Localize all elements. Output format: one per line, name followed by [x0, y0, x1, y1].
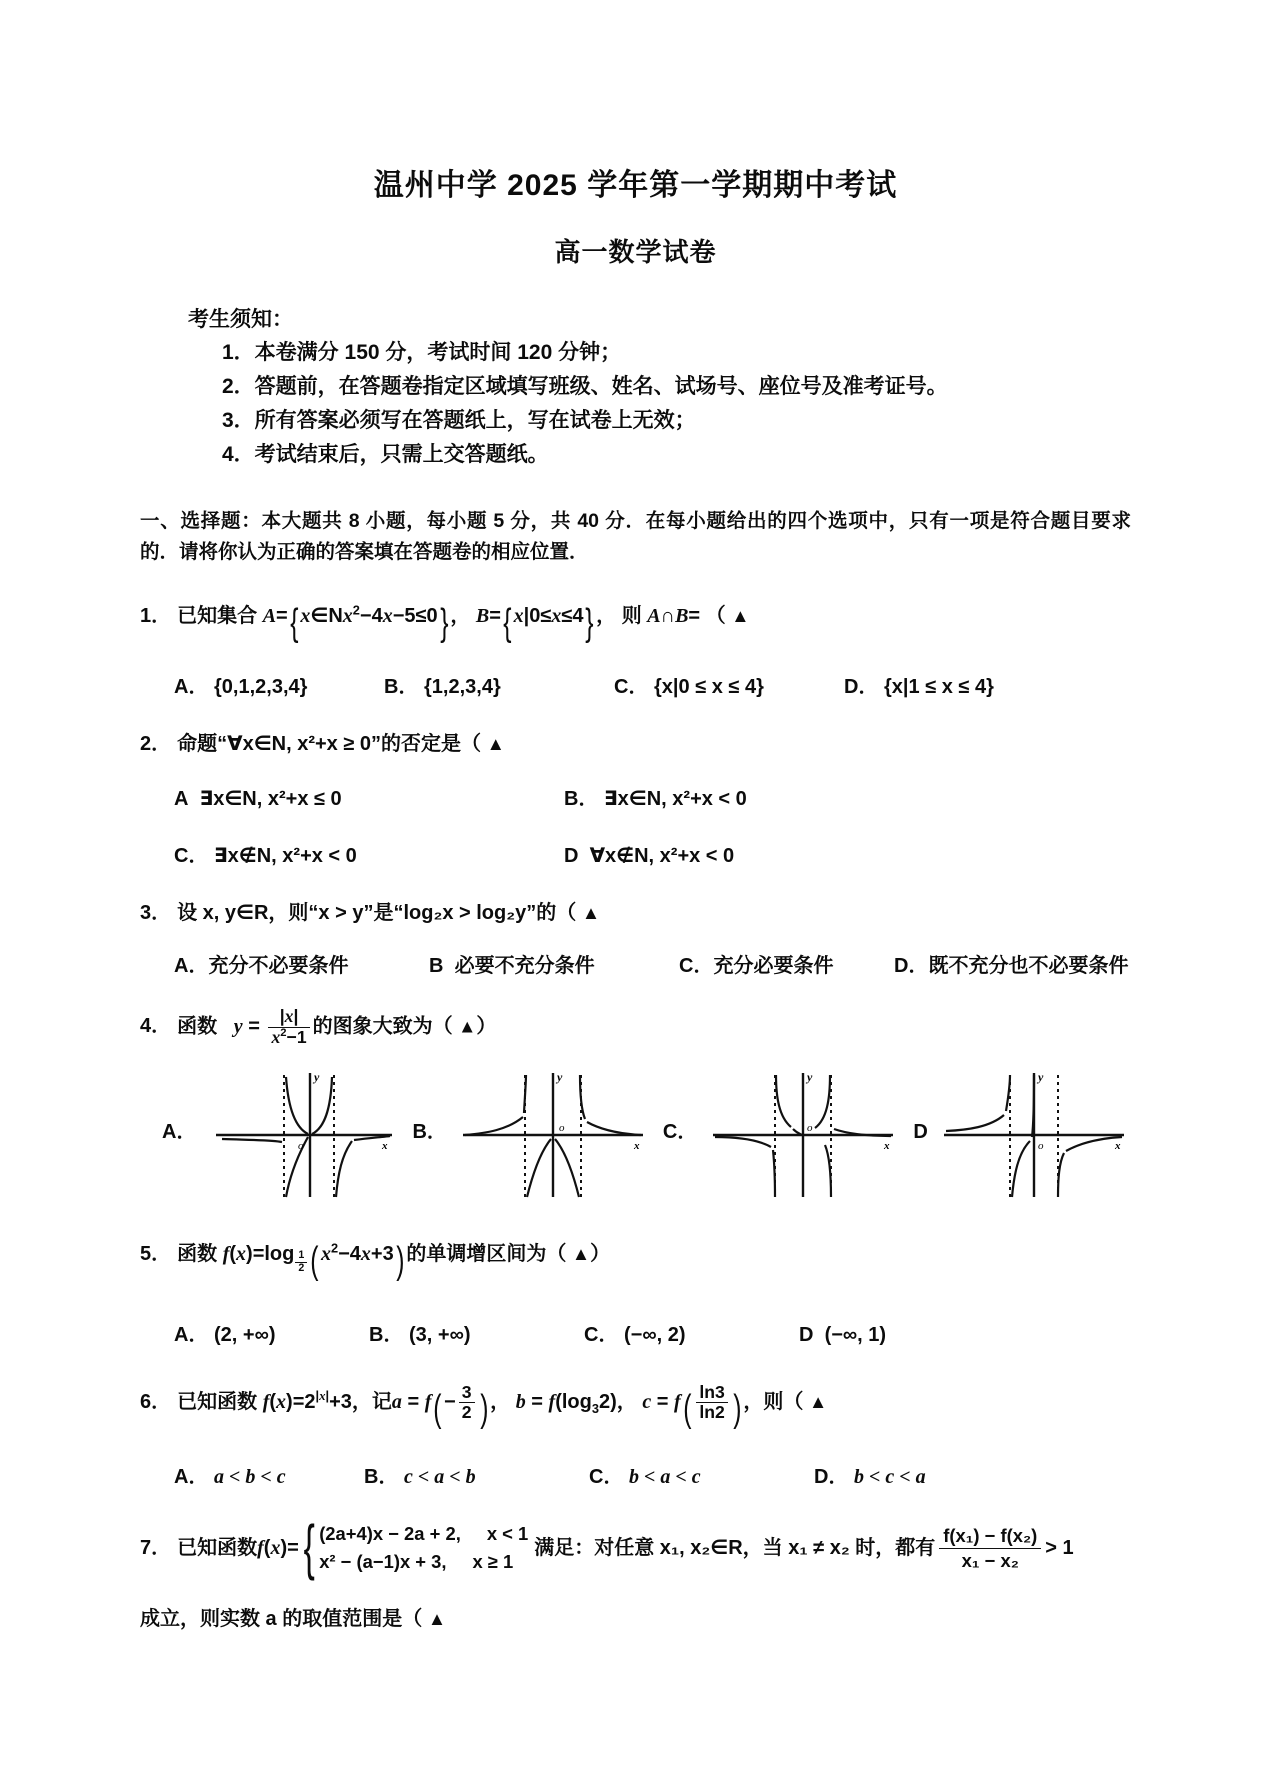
question-4-stem: 4． 函数 y = $\frac{|x|}{x^2-1}$ 的图象大致为（ ▲） — [140, 1005, 497, 1047]
option-c[interactable]: C． {x|0 ≤ x ≤ 4} — [614, 675, 764, 698]
svg-text:y: y — [1037, 1070, 1044, 1085]
question-7 — [140, 1513, 1131, 1636]
question-5-options — [174, 1319, 1131, 1352]
option-a[interactable]: A ∃x∈N, x²+x ≤ 0 — [174, 787, 342, 810]
option-c[interactable]: C． ∃x∉N, x²+x < 0 — [174, 844, 357, 867]
notice-item: 4．考试结束后，只需上交答题纸。 — [222, 442, 549, 466]
question-3-options — [174, 950, 1131, 983]
question-3 — [140, 897, 1131, 983]
answer-blank: ▲ — [731, 605, 750, 627]
question-4 — [140, 1007, 1131, 1200]
svg-text:o: o — [298, 1140, 304, 1153]
question-7-line2: 成立，则实数 a 的取值范围是（ ▲ — [140, 1607, 447, 1630]
answer-blank: ▲ — [427, 1607, 447, 1629]
graph-c-icon — [703, 1065, 903, 1200]
answer-blank: ▲ — [458, 1015, 477, 1037]
option-c[interactable]: C． (−∞, 2) — [584, 1324, 686, 1347]
option-b[interactable]: B． c < a < b — [364, 1465, 476, 1488]
document-body — [0, 160, 1271, 1636]
graph-option-d[interactable]: D y x o — [913, 1065, 1133, 1200]
graph-option-b[interactable]: B． y x o — [412, 1065, 652, 1200]
svg-text:y: y — [314, 1070, 320, 1085]
question-2 — [140, 728, 1131, 873]
answer-blank: ▲ — [581, 901, 601, 923]
graph-option-c[interactable]: C． y x o — [663, 1065, 903, 1200]
notice-list — [140, 339, 1131, 470]
q7-difference-quotient: $\frac{\text{f(x₁) − f(x₂)}}{\text{x₁ − x₂}}$ — [939, 1525, 1041, 1572]
option-d[interactable]: D． b < c < a — [814, 1465, 926, 1488]
svg-text:x: x — [884, 1140, 890, 1153]
graph-b-icon — [453, 1065, 653, 1200]
question-1-options — [174, 671, 1131, 704]
answer-blank: ▲ — [486, 732, 505, 754]
option-d[interactable]: D． {x|1 ≤ x ≤ 4} — [844, 675, 994, 698]
graph-d-icon — [934, 1065, 1134, 1200]
option-b[interactable]: B． ∃x∈N, x²+x < 0 — [564, 787, 747, 810]
svg-text:o: o — [807, 1122, 813, 1135]
notice-item: 1．本卷满分 150 分，考试时间 120 分钟； — [222, 341, 622, 364]
answer-blank: ▲ — [571, 1243, 591, 1265]
question-1-stem: 1． 已知集合 A={ $x\in Nx^2-4x-5\le 0$} ， B={ x|0≤x≤4} ， 则 A∩B= （ ▲ — [140, 602, 750, 645]
question-2-options-row1 — [174, 783, 1131, 816]
option-b[interactable]: B 必要不充分条件 — [429, 954, 595, 977]
option-a[interactable]: A．充分不必要条件 — [174, 954, 349, 977]
notice-item: 2．答题前，在答题卷指定区域填写班级、姓名、试场号、座位号及准考证号。 — [222, 374, 948, 398]
option-a[interactable]: A． {0,1,2,3,4} — [174, 675, 308, 698]
candidate-notice — [140, 303, 1131, 470]
option-d[interactable]: D．既不充分也不必要条件 — [894, 954, 1129, 977]
option-a[interactable]: A． (2, +∞) — [174, 1324, 276, 1347]
graph-option-a[interactable]: A． y x o — [162, 1065, 402, 1200]
section-one-heading: 一、选择题：本大题共 8 小题，每小题 5 分，共 40 分．在每小题给出的四个选项中，只有一项是符合题目要求的．请将你认为正确的答案填在答题卷的相应位置． — [140, 509, 1131, 564]
answer-blank: ▲ — [808, 1391, 828, 1413]
q7-piecewise: { (2a+4)x − 2a + 2, x < 1 x² − (a−1)x + 3, x ≥ 1 — [303, 1513, 529, 1582]
svg-text:x: x — [382, 1140, 388, 1153]
question-5 — [140, 1230, 1131, 1352]
question-2-stem: 2． 命题“∀x∈N, x²+x ≥ 0”的否定是（ ▲ — [140, 732, 505, 755]
question-2-options-row2 — [174, 840, 1131, 873]
exam-paper-page — [0, 160, 1271, 1773]
question-3-stem: 3． 设 x, y∈R，则“x > y”是“log₂x > log₂y”的（ ▲ — [140, 901, 601, 924]
graph-a-icon — [202, 1065, 402, 1200]
option-b[interactable]: B． (3, +∞) — [369, 1324, 471, 1347]
notice-heading: 考生须知： — [188, 308, 293, 331]
question-5-stem: 5． 函数 f(x)=log $_{\frac{1}{2}}$ ( $x^2-4x+3$) 的单调增区间为（ ▲） — [140, 1240, 611, 1283]
question-1-prefix: 已知集合 — [177, 605, 258, 628]
svg-text:x: x — [633, 1140, 640, 1153]
svg-text:o: o — [558, 1122, 565, 1135]
svg-text:y: y — [807, 1070, 813, 1085]
q4-formula: $\frac{|x|}{x^2-1}$ — [268, 1007, 309, 1047]
option-b[interactable]: B． {1,2,3,4} — [384, 675, 501, 698]
svg-text:y: y — [556, 1070, 563, 1085]
question-4-graph-options — [162, 1065, 1131, 1200]
question-6 — [140, 1378, 1131, 1494]
notice-item: 3．所有答案必须写在答题纸上，写在试卷上无效； — [222, 408, 696, 432]
option-a[interactable]: A． a < b < c — [174, 1465, 286, 1488]
question-7-stem: 7． 已知函数 f ( x )= { (2a+4)x − 2a + 2, x < 1 x² − (a−1)x + 3, x ≥ 1 满足：对任意 x₁, x₂∈R，当 x₁ ≠ x₂ 时，都有 $\frac{\text{f(x₁) − f(x₂)}}{\text{x₁ − x₂}}$ > 1 — [140, 1513, 1074, 1582]
option-c[interactable]: C．充分必要条件 — [679, 954, 834, 977]
option-d[interactable]: D ∀x∉N, x²+x < 0 — [564, 844, 735, 867]
question-6-options — [174, 1461, 1131, 1494]
page-title: 温州中学 2025 学年第一学期期中考试 — [373, 169, 898, 202]
svg-text:x: x — [1114, 1140, 1121, 1153]
question-1 — [140, 592, 1131, 704]
page-subtitle: 高一数学试卷 — [554, 237, 717, 267]
option-c[interactable]: C． b < a < c — [589, 1465, 701, 1488]
question-1-number: 1． — [140, 605, 172, 628]
question-6-stem: 6． 已知函数 $f(x)=2^{|x|}+3$，记a = f( − $\frac{3}{2}$ ) ， $b = f(\log_32)$， c = f( $\frac{\ln 3}{\ln 2}$ ) ，则（ ▲ — [140, 1381, 828, 1431]
option-d[interactable]: D (−∞, 1) — [799, 1324, 887, 1347]
svg-text:o: o — [1037, 1140, 1044, 1153]
